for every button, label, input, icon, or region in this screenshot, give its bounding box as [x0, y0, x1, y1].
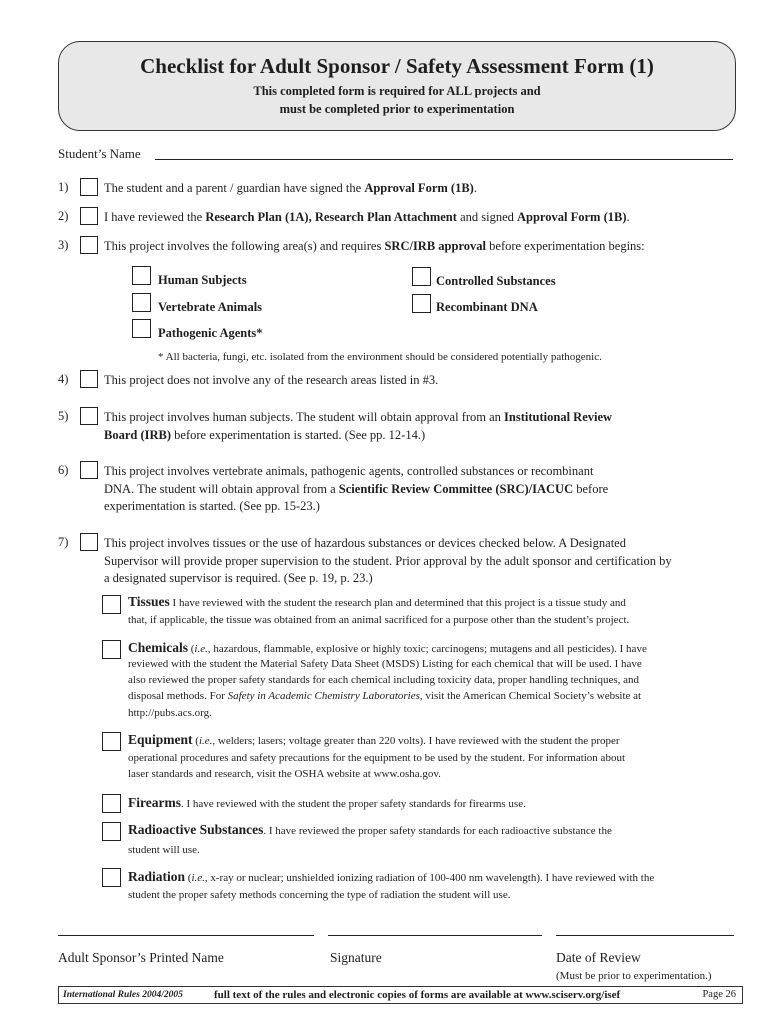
student-name-field[interactable]	[155, 159, 733, 160]
item-7-line-1: This project involves tissues or the use of hazardous substances or devices checked below. A Designated	[104, 536, 626, 550]
page-number: Page 26	[702, 989, 736, 1000]
item-4-text: This project does not involve any of the research areas listed in #3.	[104, 373, 439, 387]
human-subjects-checkbox[interactable]	[132, 266, 151, 285]
radiation-line-1: Radiation (i.e., x-ray or nuclear; unshielded ionizing radiation of 100-400 nm wavelength). I have reviewed with the	[128, 869, 655, 884]
item-6-line-3: experimentation is started. (See pp. 15-23.)	[104, 499, 320, 513]
equipment-line-2: operational procedures and safety precautions for the equipment to be used by the student. For information about	[128, 752, 625, 764]
item-5-number: 5)	[58, 409, 69, 423]
vertebrate-animals-checkbox[interactable]	[132, 293, 151, 312]
radioactive-substances-checkbox[interactable]	[102, 822, 121, 841]
tissues-line-2: that, if applicable, the tissue was obtained from an animal sacrificed for a purpose other than the student’s project.	[128, 614, 630, 626]
item-5-line-2: Board (IRB) before experimentation is started. (See pp. 12-14.)	[104, 428, 426, 442]
form-title: Checklist for Adult Sponsor / Safety Assessment Form (1)	[140, 54, 654, 78]
form-subtitle-line-1: This completed form is required for ALL projects and	[253, 84, 541, 98]
form-subtitle-line-2: must be completed prior to experimentation	[279, 102, 515, 116]
pathogenic-agents-checkbox[interactable]	[132, 319, 151, 338]
firearms-checkbox[interactable]	[102, 794, 121, 813]
item-2-text: I have reviewed the Research Plan (1A), Research Plan Attachment and signed Approval Form (1B).	[104, 210, 630, 224]
printed-name-label: Adult Sponsor’s Printed Name	[58, 950, 224, 965]
item-5-checkbox[interactable]	[80, 407, 98, 425]
date-note: (Must be prior to experimentation.)	[556, 970, 712, 982]
item-6-checkbox[interactable]	[80, 461, 98, 479]
equipment-line-3: laser standards and research, visit the OSHA website at www.osha.gov.	[128, 768, 441, 780]
footer-rules: International Rules 2004/2005	[63, 990, 183, 1000]
date-label: Date of Review	[556, 950, 641, 965]
radiation-checkbox[interactable]	[102, 868, 121, 887]
date-field[interactable]	[556, 935, 734, 936]
human-subjects-label: Human Subjects	[158, 273, 247, 287]
chemicals-line-4: disposal methods. For Safety in Academic Chemistry Laboratories, visit the American Chemical Society’s website at	[128, 690, 642, 702]
item-3-text: This project involves the following area(s) and requires SRC/IRB approval before experimentation begins:	[104, 239, 645, 253]
tissues-checkbox[interactable]	[102, 595, 121, 614]
item-6-line-2: DNA. The student will obtain approval from a Scientific Review Committee (SRC)/IACUC before	[104, 482, 609, 496]
item-1-text: The student and a parent / guardian have signed the Approval Form (1B).	[104, 181, 477, 195]
item-6-number: 6)	[58, 463, 69, 477]
signature-field[interactable]	[328, 935, 542, 936]
controlled-substances-label: Controlled Substances	[436, 274, 556, 288]
chemicals-line-1: Chemicals (i.e., hazardous, flammable, explosive or highly toxic; carcinogens; mutagens and all pesticides). I have	[128, 640, 647, 655]
pathogenic-agents-label: Pathogenic Agents*	[158, 326, 263, 340]
firearms-line: Firearms. I have reviewed with the student the proper safety standards for firearms use.	[128, 795, 526, 810]
radioactive-line-2: student will use.	[128, 844, 200, 856]
recombinant-dna-checkbox[interactable]	[412, 294, 431, 313]
vertebrate-animals-label: Vertebrate Animals	[158, 300, 263, 314]
item-3-checkbox[interactable]	[80, 236, 98, 254]
chemicals-line-2: reviewed with the student the Material Safety Data Sheet (MSDS) Listing for each chemical that will be used. I have	[128, 658, 642, 670]
form-header	[58, 41, 736, 131]
footer-text: full text of the rules and electronic copies of forms are available at www.sciserv.org/isef	[214, 989, 621, 1001]
tissues-line-1: Tissues I have reviewed with the student the research plan and determined that this project is a tissue study and	[128, 594, 626, 609]
student-name-label: Student’s Name	[58, 146, 141, 161]
item-7-number: 7)	[58, 535, 69, 549]
signature-label: Signature	[330, 950, 382, 965]
chemicals-checkbox[interactable]	[102, 640, 121, 659]
radiation-line-2: student the proper safety methods concerning the type of radiation the student will use.	[128, 889, 511, 901]
item-2-number: 2)	[58, 209, 69, 223]
item-4-checkbox[interactable]	[80, 370, 98, 388]
item-1-checkbox[interactable]	[80, 178, 98, 196]
item-1-number: 1)	[58, 180, 69, 194]
pathogen-footnote: * All bacteria, fungi, etc. isolated from the environment should be considered potentially pathogenic.	[158, 351, 602, 363]
item-6-line-1: This project involves vertebrate animals, pathogenic agents, controlled substances or recombinant	[104, 464, 594, 478]
item-4-number: 4)	[58, 372, 69, 386]
controlled-substances-checkbox[interactable]	[412, 267, 431, 286]
chemicals-link[interactable]: http://pubs.acs.org.	[128, 707, 212, 719]
item-2-checkbox[interactable]	[80, 207, 98, 225]
page-footer	[58, 986, 743, 1004]
equipment-checkbox[interactable]	[102, 732, 121, 751]
item-7-line-2: Supervisor will provide proper supervision to the student. Prior approval by the adult sponsor and certification by	[104, 554, 672, 568]
item-5-line-1: This project involves human subjects. The student will obtain approval from an Institutional Review	[104, 410, 613, 424]
chemicals-line-3: also reviewed the proper safety standards for each chemical including toxicity data, proper handling techniques, and	[128, 674, 640, 686]
item-3-number: 3)	[58, 238, 69, 252]
radioactive-line-1: Radioactive Substances. I have reviewed the proper safety standards for each radioactive substance the	[128, 822, 612, 837]
item-7-checkbox[interactable]	[80, 533, 98, 551]
printed-name-field[interactable]	[58, 935, 314, 936]
recombinant-dna-label: Recombinant DNA	[436, 300, 538, 314]
equipment-line-1: Equipment (i.e., welders; lasers; voltage greater than 220 volts). I have reviewed with the student the proper	[128, 732, 620, 747]
item-7-line-3: a designated supervisor is required. (See p. 19, p. 23.)	[104, 571, 373, 585]
